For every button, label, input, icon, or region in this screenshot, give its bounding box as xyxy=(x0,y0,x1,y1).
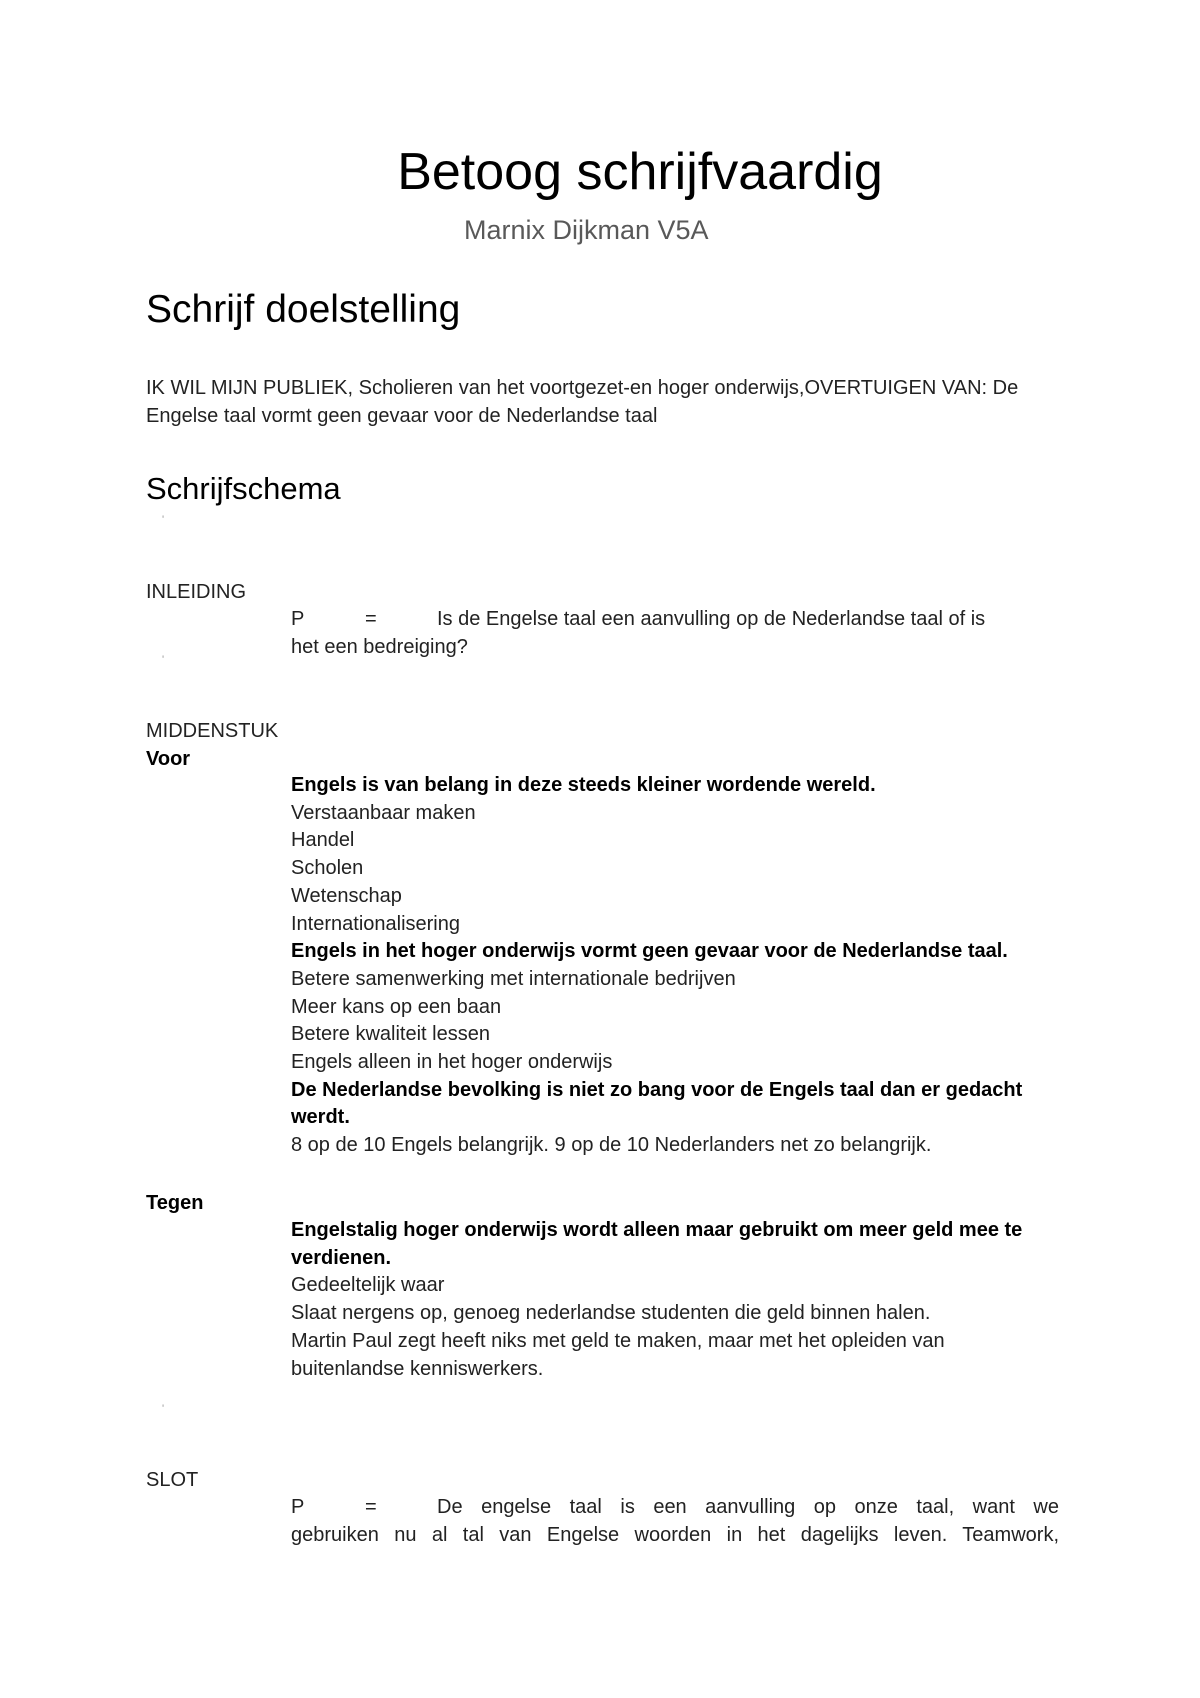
argument-point: 8 op de 10 Engels belangrijk. 9 op de 10 Nederlanders net zo belangrijk. xyxy=(291,1134,932,1157)
tick-mark: ' xyxy=(162,514,165,526)
label-slot: SLOT xyxy=(146,1469,199,1491)
argument-point: Internationalisering xyxy=(291,912,460,935)
doelstelling-text: IK WIL MIJN PUBLIEK, Scholieren van het voortgezet-en hoger onderwijs,OVERTUIGEN VAN: De Engelse taal vormt geen gevaar voor de Nederlandse taal xyxy=(146,377,1019,427)
inleiding-p-text-first: Is de Engelse taal een aanvulling op de Nederlandse taal of is xyxy=(437,608,986,630)
argument-point: Verstaanbaar maken xyxy=(291,801,476,824)
argument-point: Betere kwaliteit lessen xyxy=(291,1023,490,1046)
p-key: P xyxy=(291,1496,305,1518)
slot-p-text-first: De engelse taal is een aanvulling op onze taal, want we xyxy=(437,1496,1059,1518)
heading-schrijfschema: Schrijfschema xyxy=(146,471,341,506)
document-subtitle: Marnix Dijkman V5A xyxy=(464,215,709,245)
slot-p-line xyxy=(291,1494,1059,1522)
p-equals: = xyxy=(365,1496,377,1518)
tick-mark: ' xyxy=(162,1403,165,1415)
inleiding-p-line xyxy=(291,606,1059,634)
tegen-list xyxy=(291,1217,1059,1383)
voor-list xyxy=(291,772,1059,1160)
argument-point: Scholen xyxy=(291,857,364,880)
argument-point: Slaat nergens op, genoeg nederlandse studenten die geld binnen halen. xyxy=(291,1302,931,1325)
document-title: Betoog schrijfvaardig xyxy=(397,143,883,201)
label-inleiding: INLEIDING xyxy=(146,581,247,603)
p-key: P xyxy=(291,608,305,630)
label-middenstuk: MIDDENSTUK xyxy=(146,720,279,742)
argument-point: Wetenschap xyxy=(291,884,402,907)
argument-point: Gedeeltelijk waar xyxy=(291,1274,445,1297)
argument-heading: Engelstalig hoger onderwijs wordt alleen maar gebruikt om meer geld mee te verdienen. xyxy=(291,1219,1023,1269)
argument-point: Betere samenwerking met internationale bedrijven xyxy=(291,967,736,990)
argument-point: Meer kans op een baan xyxy=(291,995,502,1018)
inleiding-p-text-rest: het een bedreiging? xyxy=(291,635,468,658)
argument-point: Martin Paul zegt heeft niks met geld te maken, maar met het opleiden van buitenlandse kenniswerkers. xyxy=(291,1329,945,1380)
label-tegen: Tegen xyxy=(146,1192,204,1214)
argument-heading: Engels is van belang in deze steeds kleiner wordende wereld. xyxy=(291,774,876,796)
argument-heading: De Nederlandse bevolking is niet zo bang voor de Engels taal dan er gedacht werdt. xyxy=(291,1078,1023,1129)
p-equals: = xyxy=(365,608,377,630)
label-voor: Voor xyxy=(146,748,191,770)
slot-block xyxy=(291,1494,1059,1549)
argument-heading: Engels in het hoger onderwijs vormt geen gevaar voor de Nederlandse taal. xyxy=(291,940,1008,963)
slot-p-text-rest: gebruiken nu al tal van Engelse woorden in het dagelijks leven. Teamwork, xyxy=(291,1523,1059,1546)
inleiding-block xyxy=(291,606,1059,661)
tick-mark: ' xyxy=(162,654,165,666)
argument-point: Engels alleen in het hoger onderwijs xyxy=(291,1051,613,1074)
heading-doelstelling: Schrijf doelstelling xyxy=(146,288,461,331)
argument-point: Handel xyxy=(291,829,355,852)
